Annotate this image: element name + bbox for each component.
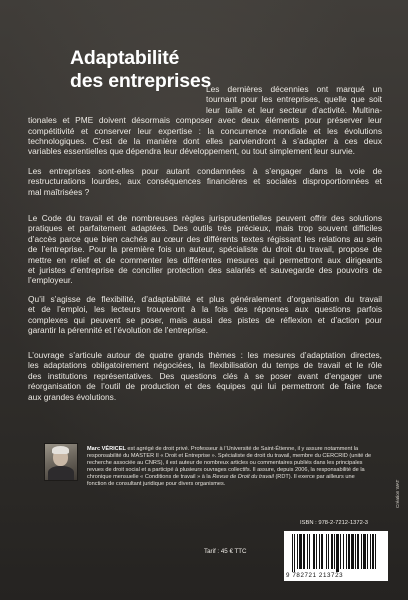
barcode-digits: 9 782721 213723 xyxy=(286,572,344,579)
text-line: revues de droit social et a participé à plusieurs ouvrages collectifs. Il assure, depuis 2006, la responsabilité de la xyxy=(87,467,365,474)
title-line: des entreprises xyxy=(70,70,212,92)
barcode xyxy=(284,531,388,581)
text-line: et juristes d’entreprise de concilier protection des salariés et sauvegarde des pouvoirs de xyxy=(28,265,382,276)
design-credit: Création WAT xyxy=(395,479,400,508)
text-line: Le Code du travail et de nombreuses règles jurisprudentielles peuvent offrir des solutions xyxy=(28,213,382,223)
text-line: aux grandes évolutions. xyxy=(28,391,117,402)
text-line: complexes qui peuvent se poser, mais aussi des pistes de réflexion et d’action pour xyxy=(28,314,382,325)
text-line: réorganisation de l’outil de production et des équipes qui lui permettront de faire face xyxy=(28,381,382,392)
price-label: Tarif : 45 € TTC xyxy=(204,548,247,555)
text-line: les adaptations obligatoirement négociées, la flexibilisation du temps de travail et le rôle xyxy=(28,360,382,371)
text-line: L’ouvrage s’articule autour de quatre grands thèmes : les mesures d’adaptation directes, xyxy=(28,350,382,360)
text-line: tournant pour les entreprises, quelle que soit xyxy=(206,94,382,105)
text-line: mal maîtrisées ? xyxy=(28,186,90,197)
text-line: tionales et PME doivent désormais composer avec deux éléments pour préserver leur xyxy=(28,115,382,126)
title-line: Adaptabilité xyxy=(70,47,180,69)
isbn-label: ISBN : 978-2-7212-1372-3 xyxy=(300,520,368,526)
text-line: responsabilité du MASTER II « Droit et Entreprise ». Spécialiste de droit du travail, membre du CERCRID (unité de xyxy=(87,453,372,460)
author-photo xyxy=(44,443,78,481)
text-line: Les entreprises sont-elles pour autant condamnées à s’engager dans la voie de xyxy=(28,166,382,176)
text-line: fonction de consultant juridique pour divers organismes. xyxy=(87,481,226,488)
journal-title: Revue de Droit du travail xyxy=(212,474,274,481)
text-line: Marc VÉRICEL est agrégé de droit privé. Professeur à l’Université de Saint-Étienne, il y assure notamment la xyxy=(87,446,359,452)
text-line: de l’entreprise. Pour la première fois un auteur, spécialiste du droit du travail, propose de xyxy=(28,244,382,255)
text-line: et de l’emploi, les lecteurs trouveront à la fois des réponses aux questions parfois xyxy=(28,304,382,315)
text-line: recherche associée au CNRS), il est auteur de nombreux articles ou commentaires publiés dans les principales xyxy=(87,460,363,467)
text-line: compétitivité et conserver leur expertise : la concurrence mondiale et les évolutions xyxy=(28,125,382,136)
intro-paragraph-top xyxy=(206,84,382,115)
text-line: mettre en relief et de commenter les différentes mesures qui permettront aux dirigeants xyxy=(28,254,382,265)
text-line: l’employeur. xyxy=(28,275,73,286)
text-line: variables essentielles que dépendra leur développement, ou tout simplement leur survie. xyxy=(28,146,355,157)
text-line: garantir la pérennité et l’évolution de l’entreprise. xyxy=(28,325,208,336)
themes-paragraph xyxy=(28,350,382,402)
code-du-travail-paragraph xyxy=(28,213,382,286)
author-bio xyxy=(87,446,375,488)
text-line: d’accès parce que bien cachés au cœur des différents textes régissant les relations au sein xyxy=(28,233,382,244)
text-line: des institutions représentatives. Des questions clés à se poser avant d’engager une xyxy=(28,370,382,381)
text-line: chronique mensuelle « Conditions de travail » à la Revue de Droit du travail (RDT). Il exerce par ailleurs une xyxy=(87,474,355,481)
text-line: Les dernières décennies ont marqué un xyxy=(206,84,382,94)
intro-paragraph xyxy=(28,115,382,157)
text-line: leur taille et leur secteur d’activité. Multina- xyxy=(206,104,382,115)
text-line: restructurations lourdes, aux conséquences financières et sociales disproportionnées et xyxy=(28,176,382,187)
question-paragraph xyxy=(28,166,382,197)
text-line: technologiques. C’est de la manière dont elles parviendront à s’adapter à ces deux xyxy=(28,136,382,146)
text-line: Qu’il s’agisse de flexibilité, d’adaptabilité et plus généralement d’organisation du travail xyxy=(28,294,382,304)
author-name: Marc VÉRICEL xyxy=(87,446,126,452)
barcode-bars xyxy=(292,534,380,572)
flexibility-paragraph xyxy=(28,294,382,336)
text-line: pratiques et parfaitement adaptées. Des outils très précieux, mais trop souvent difficiles xyxy=(28,223,382,234)
